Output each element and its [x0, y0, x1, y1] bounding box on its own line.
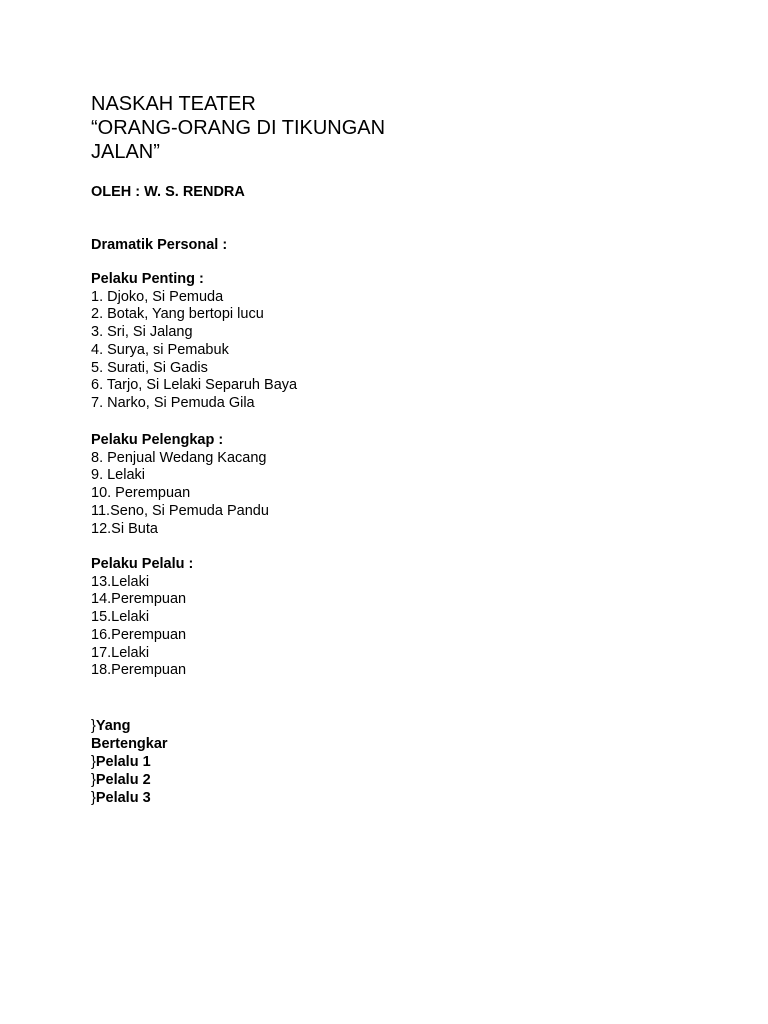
- note-text: Bertengkar: [91, 736, 168, 752]
- note-item: [91, 771, 168, 789]
- author-line: OLEH : W. S. RENDRA: [91, 184, 245, 200]
- list-item: 10. Perempuan: [91, 485, 191, 502]
- list-item: 15.Lelaki: [91, 609, 150, 626]
- character-list: [91, 289, 297, 413]
- list-item: 4. Surya, si Pemabuk: [91, 341, 229, 358]
- group-pelaku-pelalu: [91, 556, 193, 680]
- brace-mark: }: [91, 772, 96, 788]
- document-title: [91, 92, 511, 164]
- list-item: 1. Djoko, Si Pemuda: [91, 288, 224, 305]
- note-text: Pelalu 1: [95, 754, 151, 770]
- list-item: 17.Lelaki: [91, 644, 150, 661]
- list-item: 6. Tarjo, Si Lelaki Separuh Baya: [91, 377, 298, 394]
- character-list: [91, 450, 269, 539]
- section-heading: Dramatik Personal :: [91, 237, 228, 253]
- list-item: 8. Penjual Wedang Kacang: [91, 449, 267, 466]
- list-item: 12.Si Buta: [91, 520, 158, 537]
- brace-mark: }: [91, 790, 96, 806]
- brace-mark: }: [91, 718, 96, 734]
- brace-mark: }: [91, 754, 96, 770]
- title-line-2: “ORANG-ORANG DI TIKUNGAN: [91, 117, 386, 139]
- note-item: [91, 717, 168, 735]
- list-item: 13.Lelaki: [91, 573, 150, 590]
- list-item: 16.Perempuan: [91, 626, 187, 643]
- list-item: 18.Perempuan: [91, 662, 187, 679]
- character-list: [91, 574, 193, 680]
- list-item: 7. Narko, Si Pemuda Gila: [91, 394, 255, 411]
- note-text: Yang: [95, 718, 131, 734]
- note-item: [91, 735, 168, 753]
- note-item: [91, 789, 168, 807]
- list-item: 5. Surati, Si Gadis: [91, 359, 208, 376]
- group-heading: Pelaku Penting :: [91, 271, 204, 287]
- note-text: Pelalu 3: [95, 790, 151, 806]
- group-pelaku-penting: [91, 271, 297, 413]
- note-text: Pelalu 2: [95, 772, 151, 788]
- group-heading: Pelaku Pelalu :: [91, 556, 194, 572]
- notes-list: [91, 717, 168, 807]
- note-item: [91, 753, 168, 771]
- list-item: 9. Lelaki: [91, 467, 146, 484]
- group-heading: Pelaku Pelengkap :: [91, 432, 224, 448]
- group-pelaku-pelengkap: [91, 432, 269, 538]
- list-item: 2. Botak, Yang bertopi lucu: [91, 306, 264, 323]
- title-line-1: NASKAH TEATER: [91, 93, 256, 115]
- list-item: 3. Sri, Si Jalang: [91, 324, 193, 341]
- list-item: 14.Perempuan: [91, 591, 187, 608]
- list-item: 11.Seno, Si Pemuda Pandu: [91, 502, 269, 519]
- title-line-3: JALAN”: [91, 141, 160, 163]
